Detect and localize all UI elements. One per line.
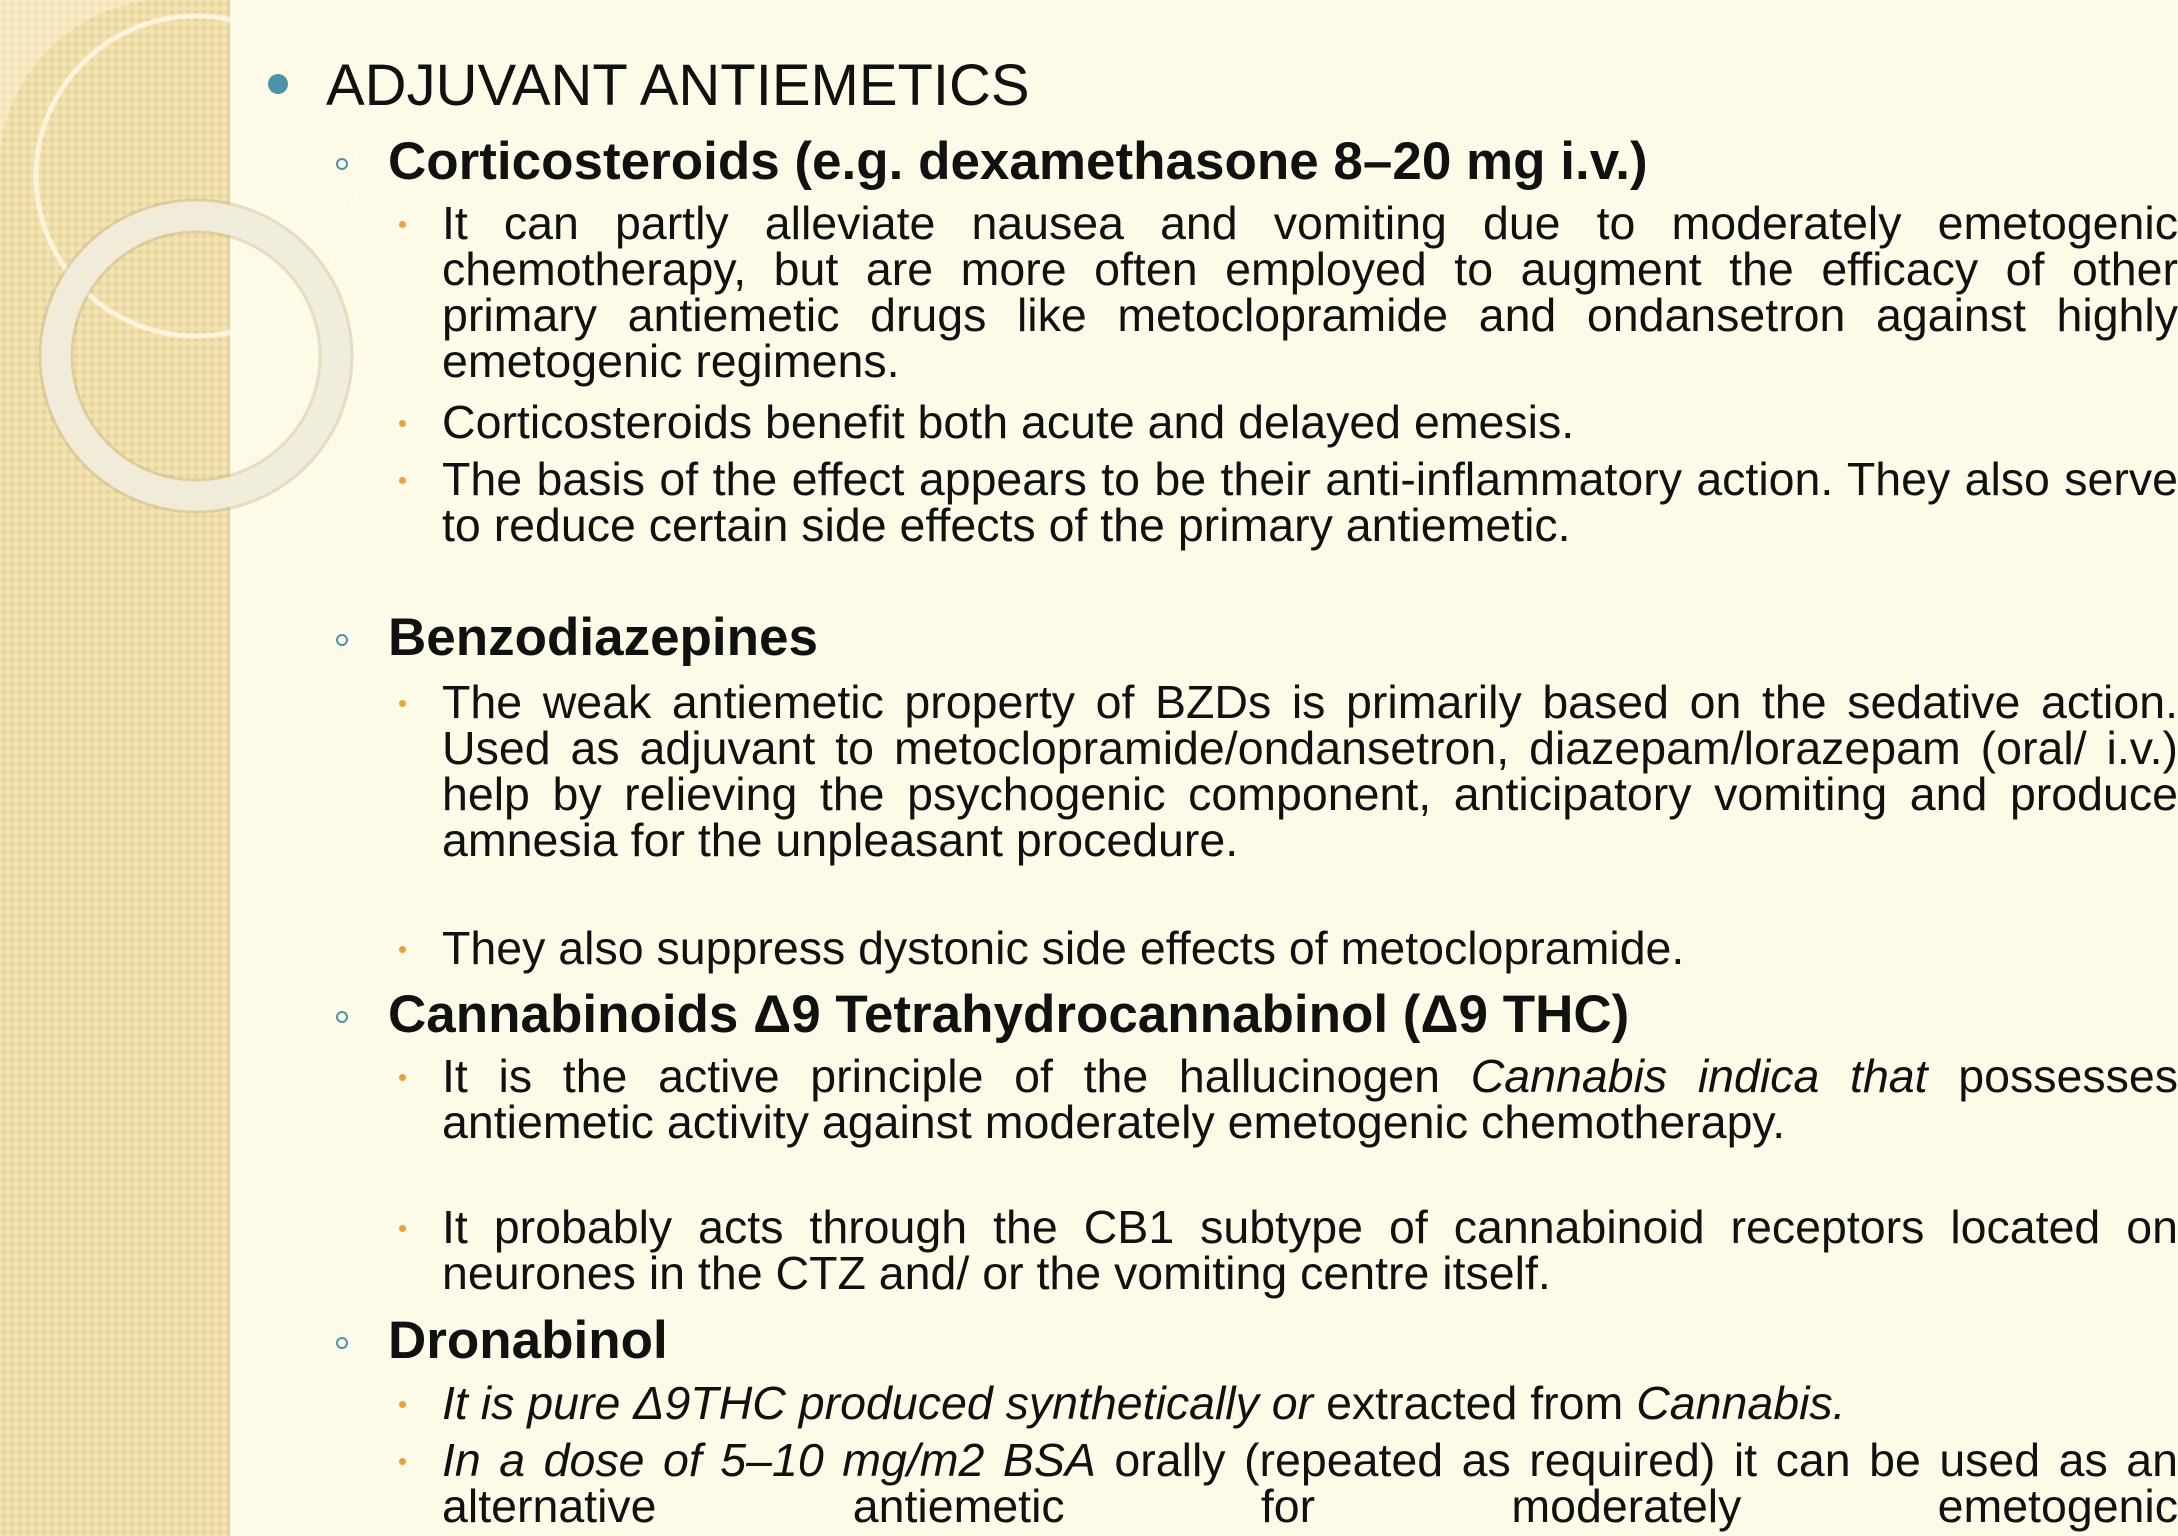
list-item: The basis of the effect appears to be their anti-inflammatory action. They also serve to reduce certain side effects of the primary antiemetic. [442, 456, 2178, 548]
section-title-cannabinoids: Cannabinoids Δ9 Tetrahydrocannabinol (Δ9 THC) [388, 983, 1629, 1047]
dot-bullet-icon [399, 1401, 406, 1408]
dot-bullet-icon [399, 221, 406, 228]
ring-bullet-icon [336, 1337, 348, 1349]
heading-bullet-icon [268, 74, 288, 94]
list-item: Corticosteroids benefit both acute and delayed emesis. [442, 399, 2178, 445]
list-item: It probably acts through the CB1 subtype of cannabinoid receptors located on neurones in the CTZ and/ or the vomiting centre itself. [442, 1204, 2178, 1296]
list-item: They also suppress dystonic side effects of metoclopramide. [442, 925, 2178, 971]
section-title-benzodiazepines: Benzodiazepines [388, 606, 818, 670]
dot-bullet-icon [399, 1074, 406, 1081]
dot-bullet-icon [399, 477, 406, 484]
heading-text: ADJUVANT ANTIEMETICS [326, 53, 1030, 118]
list-item: In a dose of 5–10 mg/m2 BSA orally (repeated as required) it can be used as an alternative antiemetic for moderately emetogenic [442, 1437, 2178, 1529]
dot-bullet-icon [399, 946, 406, 953]
decorative-sidebar [0, 0, 230, 1536]
dot-bullet-icon [399, 420, 406, 427]
ring-bullet-icon [336, 634, 348, 646]
ring-bullet-icon [336, 158, 348, 170]
dot-bullet-icon [399, 700, 406, 707]
dot-bullet-icon [399, 1458, 406, 1465]
list-item: The weak antiemetic property of BZDs is primarily based on the sedative action. Used as adjuvant to metoclopramide/ondansetron, diazepam/lorazepam (oral/ i.v.) help by relieving the psychogenic component, anticipatory vomiting and produce amnesia for the unpleasant procedure. [442, 679, 2178, 863]
list-item: It can partly alleviate nausea and vomiting due to moderately emetogenic chemotherapy, but are more often employed to augment the efficacy of other primary antiemetic drugs like metoclopramide and ondansetron against highly emetogenic regimens. [442, 200, 2178, 384]
dot-bullet-icon [399, 1225, 406, 1232]
slide-heading [326, 50, 1030, 122]
section-title-corticosteroids: Corticosteroids (e.g. dexamethasone 8–20 mg i.v.) [388, 130, 1648, 194]
decorative-circles-icon [0, 0, 228, 1536]
list-item: It is pure Δ9THC produced synthetically or extracted from Cannabis. [442, 1380, 2178, 1426]
section-title-dronabinol: Dronabinol [388, 1309, 668, 1373]
list-item: It is the active principle of the hallucinogen Cannabis indica that possesses antiemetic activity against moderately emetogenic chemotherapy. [442, 1053, 2178, 1145]
ring-bullet-icon [336, 1011, 348, 1023]
slide-content [230, 0, 2178, 1536]
